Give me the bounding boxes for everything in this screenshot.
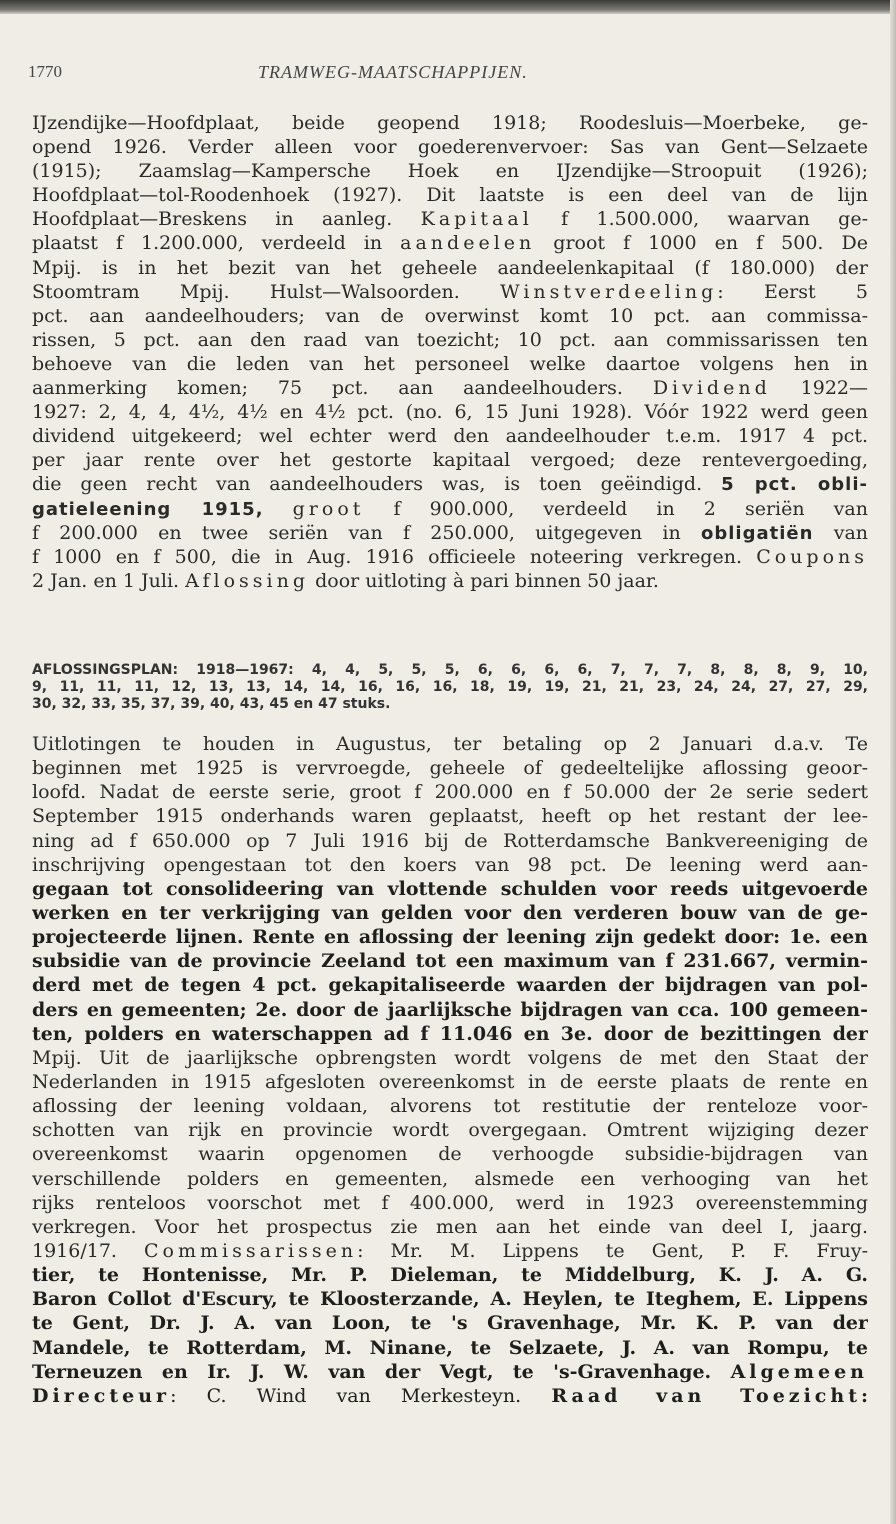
text-line: Baron Collot d'Escury, te Kloosterzande, A. Heylen, te Iteghem, E. Lippens: [32, 1288, 868, 1311]
text-line: 1916/17. Commissarissen: Mr. M. Lippens te Gent, P. F. Fruy-: [32, 1239, 868, 1262]
text-line: inschrijving opengestaan tot den koers van 98 pct. De leening werd aan-: [32, 853, 868, 876]
spaced-keyword: Kapitaal: [420, 208, 533, 231]
page-number: 1770: [28, 62, 62, 81]
text-line: aanmerking komen; 75 pct. aan aandeelhouders. Dividend 1922—: [32, 377, 868, 400]
text-line: plaatst f 1.200.000, verdeeld in aandeelen groot f 1000 en f 500. De: [32, 232, 868, 255]
text-line: derd met de tegen 4 pct. gekapitaliseerde waarden der bijdragen van pol-: [32, 974, 868, 997]
text-line: beginnen met 1925 is vervroegde, geheele of gedeeltelijke aflossing geoor-: [32, 757, 868, 780]
spaced-keyword: Winstverdeeling: [500, 280, 718, 303]
spaced-keyword: Raad van Toezicht: [551, 1384, 861, 1407]
text-line: dividend uitgekeerd; wel echter werd den aandeelhouder t.e.m. 1917 4 pct.: [32, 425, 868, 448]
text-line: ders en gemeenten; 2e. door de jaarlijksche bijdragen van cca. 100 gemeen-: [32, 998, 868, 1021]
text-line: Stoomtram Mpij. Hulst—Walsoorden. Winstverdeeling: Eerst 5: [32, 280, 868, 303]
aflossingsplan-line: AFLOSSINGSPLAN: 1918—1967: 4, 4, 5, 5, 5, 6, 6, 6, 6, 7, 7, 7, 8, 8, 8, 9, 10,: [32, 662, 868, 678]
spaced-keyword: Algemeen: [730, 1360, 868, 1383]
text-line: (1915); Zaamslag—Kampersche Hoek en IJzendijke—Stroopuit (1926);: [32, 160, 868, 183]
text-line: ten, polders en waterschappen ad f 11.046 en 3e. door de bezittingen der: [32, 1022, 868, 1045]
text-line: opend 1926. Verder alleen voor goederenvervoer: Sas van Gent—Selzaete: [32, 136, 868, 159]
scan-top-edge: [0, 0, 896, 14]
text-line: gegaan tot consolideering van vlottende schulden voor reeds uitgevoerde: [32, 877, 868, 900]
spaced-keyword: groot: [292, 497, 365, 520]
bold-keyword: gatieleening 1915,: [32, 498, 264, 520]
bold-keyword: obligatiën: [701, 522, 814, 544]
spaced-keyword: Aflossing: [185, 569, 310, 592]
text-line: rijks renteloos voorschot met f 400.000, werd in 1923 overeenstemming: [32, 1191, 868, 1214]
text-line: Nederlanden in 1915 afgesloten overeenkomst in de eerste plaats de rente en: [32, 1070, 868, 1093]
text-line: Terneuzen en Ir. J. W. van der Vegt, te 's-Gravenhage. Algemeen: [32, 1360, 868, 1383]
text-line: Uitlotingen te houden in Augustus, ter betaling op 2 Januari d.a.v. Te: [32, 733, 868, 755]
text-line: behoeve van die leden van het personeel welke daartoe volgens hen in: [32, 352, 868, 375]
text-line: Directeur: C. Wind van Merkesteyn. Raad van Toezicht:: [32, 1384, 868, 1407]
text-line: verkregen. Voor het prospectus zie men aan het einde van deel I, jaarg.: [32, 1215, 868, 1238]
text-line: te Gent, Dr. J. A. van Loon, te 's Gravenhage, Mr. K. P. van der: [32, 1312, 868, 1335]
aflossingsplan-line: 30, 32, 33, 35, 37, 39, 40, 43, 45 en 47 stuks.: [32, 696, 391, 712]
spaced-keyword: aandeelen: [400, 232, 536, 255]
text-line: die geen recht van aandeelhouders was, is toen geëindigd. 5 pct. obli-: [32, 473, 868, 496]
text-line: gatieleening 1915, groot f 900.000, verdeeld in 2 seriën van: [32, 497, 868, 520]
scan-right-edge: [890, 0, 896, 1524]
paragraph-1: [32, 111, 868, 593]
text-line: projecteerde lijnen. Rente en aflossing der leening zijn gedekt door: 1e. een: [32, 926, 868, 949]
spaced-keyword: Commissarissen: [144, 1239, 358, 1262]
text-line: overeenkomst waarin opgenomen de verhoogde subsidie-bijdragen van: [32, 1143, 868, 1166]
page-header: [0, 58, 896, 88]
text-line: verschillende polders en gemeenten, alsmede een verhooging van het: [32, 1167, 868, 1190]
text-line: Hoofdplaat—tol-Roodenhoek (1927). Dit laatste is een deel van de lijn: [32, 184, 868, 207]
aflossingsplan: [32, 662, 868, 713]
text-line: rissen, 5 pct. aan den raad van toezicht; 10 pct. aan commissarissen ten: [32, 328, 868, 351]
text-line: Hoofdplaat—Breskens in aanleg. Kapitaal f 1.500.000, waarvan ge-: [32, 208, 868, 231]
text-line: 2 Jan. en 1 Juli. Aflossing door uitloting à pari binnen 50 jaar.: [32, 569, 659, 592]
text-line: Mandele, te Rotterdam, M. Ninane, te Selzaete, J. A. van Rompu, te: [32, 1336, 868, 1359]
text-line: f 1000 en f 500, die in Aug. 1916 officieele noteering verkregen. Coupons: [32, 545, 868, 568]
text-line: Mpij. Uit de jaarlijksche opbrengsten wordt volgens de met den Staat der: [32, 1046, 868, 1069]
text-line: werken en ter verkrijging van gelden voor den verderen bouw van de ge-: [32, 901, 868, 924]
text-line: September 1915 onderhands waren geplaatst, heeft op het restant der lee-: [32, 805, 868, 828]
spaced-keyword: Directeur: [32, 1384, 171, 1407]
text-line: f 200.000 en twee seriën van f 250.000, uitgegeven in obligatiën van: [32, 521, 868, 544]
text-line: subsidie van de provincie Zeeland tot een maximum van f 231.667, vermin-: [32, 950, 868, 973]
spaced-keyword: Dividend: [652, 377, 771, 400]
bold-keyword: 5 pct. obli-: [721, 474, 868, 496]
text-line: loofd. Nadat de eerste serie, groot f 200.000 en f 50.000 der 2e serie sedert: [32, 781, 868, 804]
text-line: aflossing der leening voldaan, alvorens tot restitutie der renteloze voor-: [32, 1095, 868, 1118]
text-line: tier, te Hontenisse, Mr. P. Dieleman, te Middelburg, K. J. A. G.: [32, 1264, 868, 1287]
text-line: schotten van rijk en provincie wordt overgegaan. Omtrent wijziging dezer: [32, 1119, 868, 1142]
paragraph-2: [32, 732, 868, 1408]
text-line: ning ad f 650.000 op 7 Juli 1916 bij de Rotterdamsche Bankvereeniging de: [32, 829, 868, 852]
spaced-keyword: Coupons: [756, 545, 868, 568]
text-line: IJzendijke—Hoofdplaat, beide geopend 1918; Roodesluis—Moerbeke, ge-: [32, 112, 868, 134]
text-line: Mpij. is in het bezit van het geheele aandeelenkapitaal (f 180.000) der: [32, 256, 868, 279]
text-line: pct. aan aandeelhouders; van de overwinst komt 10 pct. aan commissa-: [32, 304, 868, 327]
aflossingsplan-line: 9, 11, 11, 11, 12, 13, 13, 14, 14, 16, 16, 16, 18, 19, 19, 21, 21, 23, 24, 24, 27, 27, 29,: [32, 679, 868, 695]
running-title: TRAMWEG-MAATSCHAPPIJEN.: [258, 62, 528, 82]
text-line: per jaar rente over het gestorte kapitaal vergoed; deze rentevergoeding,: [32, 449, 868, 472]
text-line: 1927: 2, 4, 4, 4½, 4½ en 4½ pct. (no. 6, 15 Juni 1928). Vóór 1922 werd geen: [32, 401, 868, 424]
